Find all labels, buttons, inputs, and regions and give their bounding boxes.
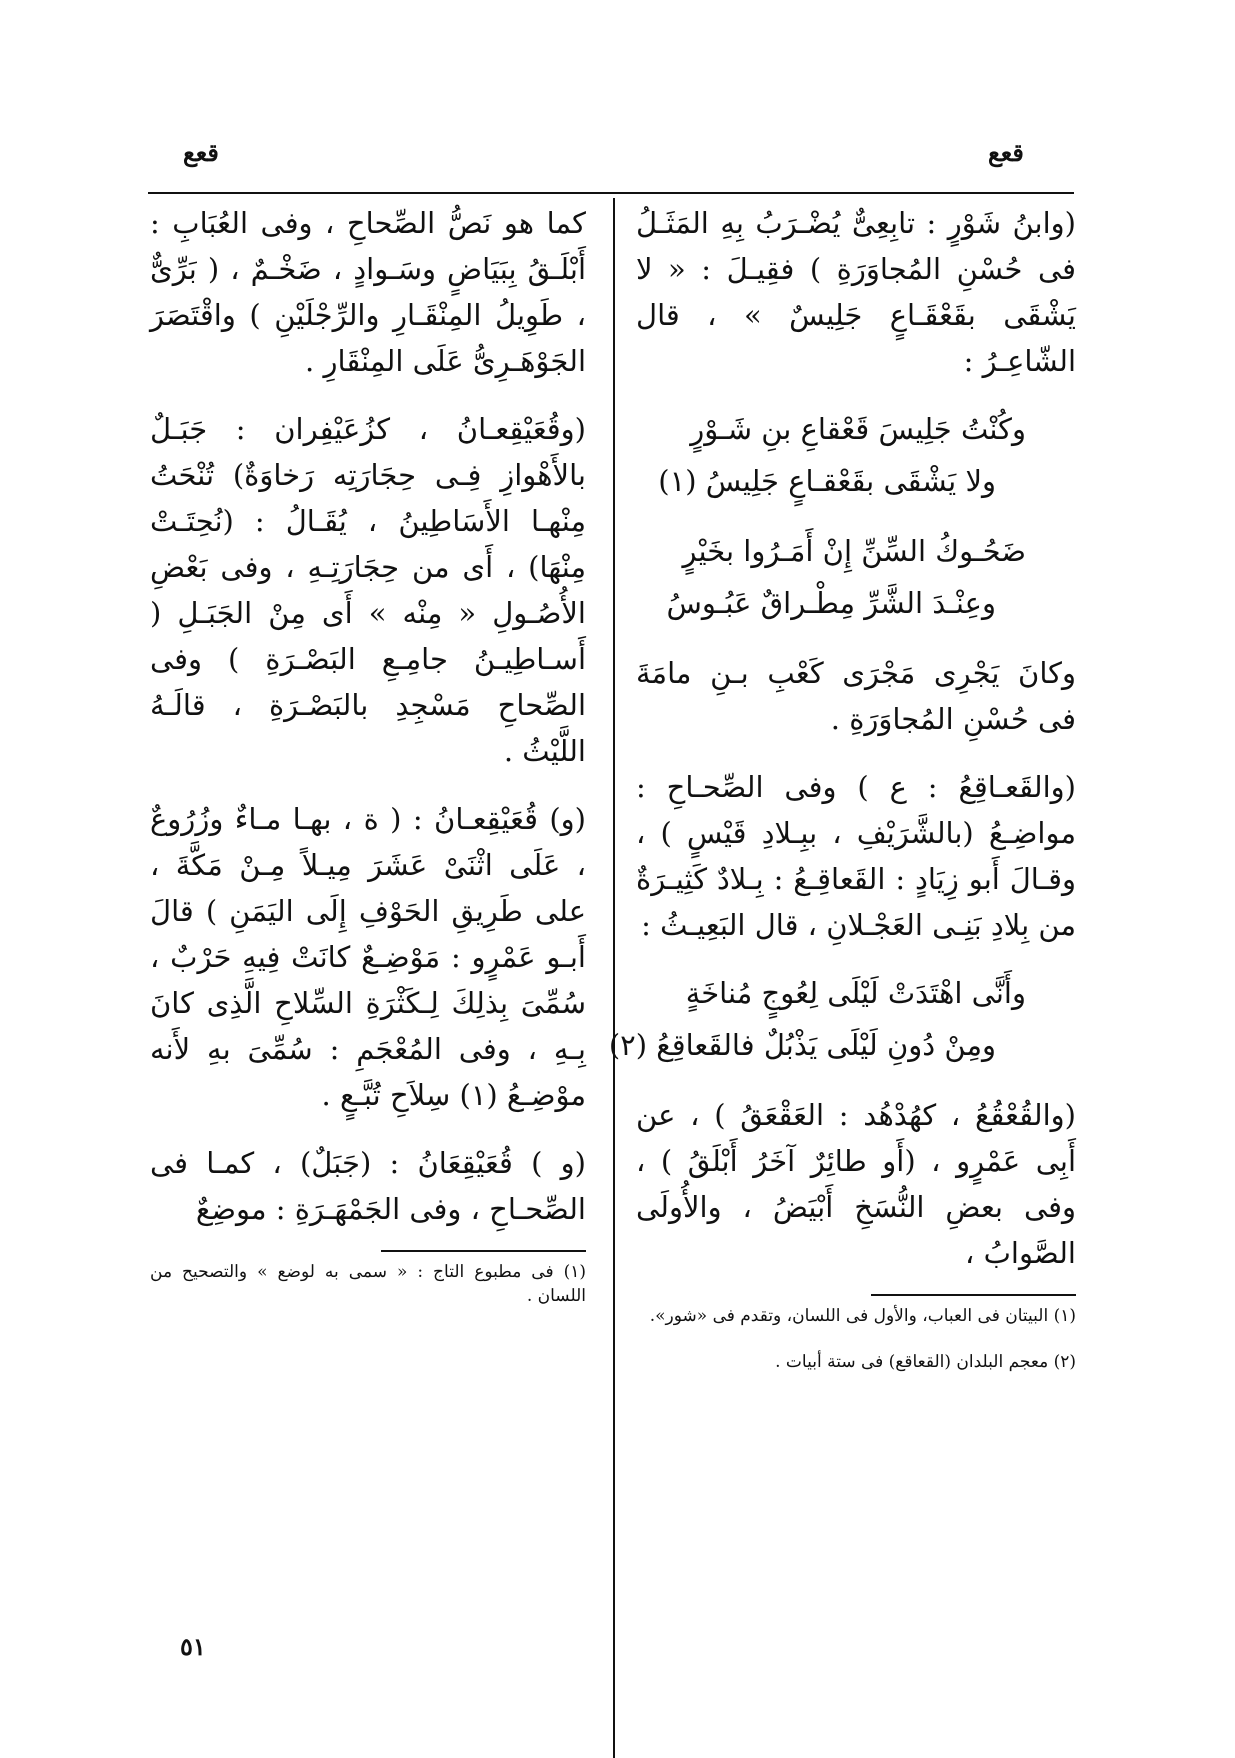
paragraph-kab-ibn-mama: وكانَ يَجْرِى مَجْرَى كَعْبِ بـنِ مامَةَ فى حُسْنِ المُجاوَرَةِ . (636, 656, 1076, 736)
paragraph-qaaqi: (والقَعـاقِعُ : ع ) وفى الصِّحـاحِ : مواضِـعُ (بالشَّرَيْفِ ، ببِـلادِ قَيْسٍ ) ، وقـالَ أَبو زِيَادٍ : القَعاقِـعُ : بِـلادٌ كَثِيـرَةٌ من بِلادِ بَنِـى العَجْـلانِ ، قال البَعِيـثُ : (636, 770, 1076, 942)
paragraph-quayqian-jabal: (و ) قُعَيْقِعَانُ : (جَبَلٌ) ، كمـا فى الصِّحـاحِ ، وفى الجَمْهَـرَةِ : موضِعٌ (150, 1146, 586, 1226)
footnote: (١) البيتان فى العباب، والأول فى اللسان، وتقدم فى «شور». (649, 1306, 1076, 1326)
verse-line: ولا يَشْقَى بقَعْقـاعٍ جَلِيسُ (١) (658, 464, 996, 498)
paragraph-ubab: كما هو نَصُّ الصِّحاحِ ، وفى العُبَابِ : أَبْلَـقُ بِبَيَاضٍ وسَـوادٍ ، ضَخْـمٌ ، ( بَرِّىٌّ ، طَوِيلُ المِنْقَـارِ والرِّجْلَيْنِ ) واقْتَصَرَ الجَوْهَـرِىُّ عَلَى المِنْقَارِ . (150, 206, 586, 378)
paragraph-quayqian-mountain: (وقُعَيْقِعـانُ ، كزُعَيْفِران : جَبَـلٌ بالأَهْوازِ فِـى حِجَارَتِه رَخاوَةٌ) تُنْحَتُ مِنْهـا الأَسَاطِينُ ، يُقَـالُ : (نُحِتَـتْ مِنْهَا) ، أَى من حِجَارَتِـهِ ، وفى بَعْضِ الأُصُـولِ « مِنْه » أَى مِنْ الجَبَـلِ ( أَسـاطِيـنُ جامِـعِ البَصْـرَةِ ) وفى الصِّحاحِ مَسْجِدِ بالبَصْـرَةِ ، قالَـهُ اللَّيْثُ . (150, 412, 586, 768)
paragraph-ibn-shawr: (وابنُ شَوْرٍ : تابِعِىٌّ يُضْـرَبُ بِهِ المَثَـلُ فى حُسْنِ المُجاوَرَةِ ) فقِيـلَ : « لا يَشْقَى بقَعْقَـاعٍ جَلِيسٌ » ، قال الشّاعِـرُ : (636, 206, 1076, 378)
header-rule (148, 192, 1074, 194)
paragraph-quayqian-village: (و) قُعَيْقِعـانُ : ( ة ، بهـا مـاءٌ وزُرُوعٌ ، عَلَى اثْنَىْ عَشَرَ مِيـلاً مِـنْ مَكَّةَ ، على طَرِيقِ الحَوْفِ إِلَى اليَمَنِ ) قالَ أَبـو عَمْرٍو : مَوْضِـعٌ كانَتْ فِيهِ حَرْبٌ ، سُمِّىَ بِذلِكَ لِـكَثْرَةِ السِّلاحِ الَّذِى كانَ بِـهِ ، وفى المُعْجَمِ : سُمِّىَ بهِ لأَنه موْضِـعُ (١) سِلاَحِ تُبَّـعٍ . (150, 802, 586, 1112)
verse-line: وعِنْـدَ الشَّرِّ مِطْـراقٌ عَبُـوسُ (666, 586, 996, 620)
running-header-right: قعع (988, 138, 1024, 167)
running-header-left: قعع (183, 138, 219, 167)
verse-line: وأَنَّى اهْتَدَتْ لَيْلَى لِعُوجٍ مُناخَةٍ (685, 976, 1026, 1010)
footnote: (٢) معجم البلدان (القعاقع) فى ستة أبيات . (775, 1352, 1076, 1372)
footnote: (١) فى مطبوع التاج : « سمى به لوضع » والتصحيح من اللسان . (150, 1262, 586, 1306)
verse-line: وكُنْتُ جَلِيسَ قَعْقاعِ بنِ شَـوْرٍ (690, 412, 1026, 446)
right-column (608, 200, 1076, 1396)
verse-line: ضَحُـوكُ السِّنِّ إِنْ أَمَـرُوا بخَيْرٍ (682, 534, 1026, 568)
footnote-rule (871, 1294, 1076, 1296)
verse-line: ومِنْ دُونِ لَيْلَى يَذْبُلٌ فالقَعاقِعُ (٢) (608, 1028, 996, 1062)
footnote-rule (381, 1250, 586, 1252)
column-divider (613, 198, 615, 1758)
left-column (150, 200, 586, 1330)
paragraph-qu-qu: (والقُعْقُعُ ، كهُدْهُد : العَقْعَقُ ) ، عن أَبِى عَمْرٍو ، (أَو طائِرٌ آخَرُ أَبْلَقُ ) ، وفى بعضِ النُّسَخِ أَبْيَضُ ، والأُولَى الصَّوابُ ، (636, 1098, 1076, 1270)
page-number: ٥١ (180, 1632, 206, 1661)
